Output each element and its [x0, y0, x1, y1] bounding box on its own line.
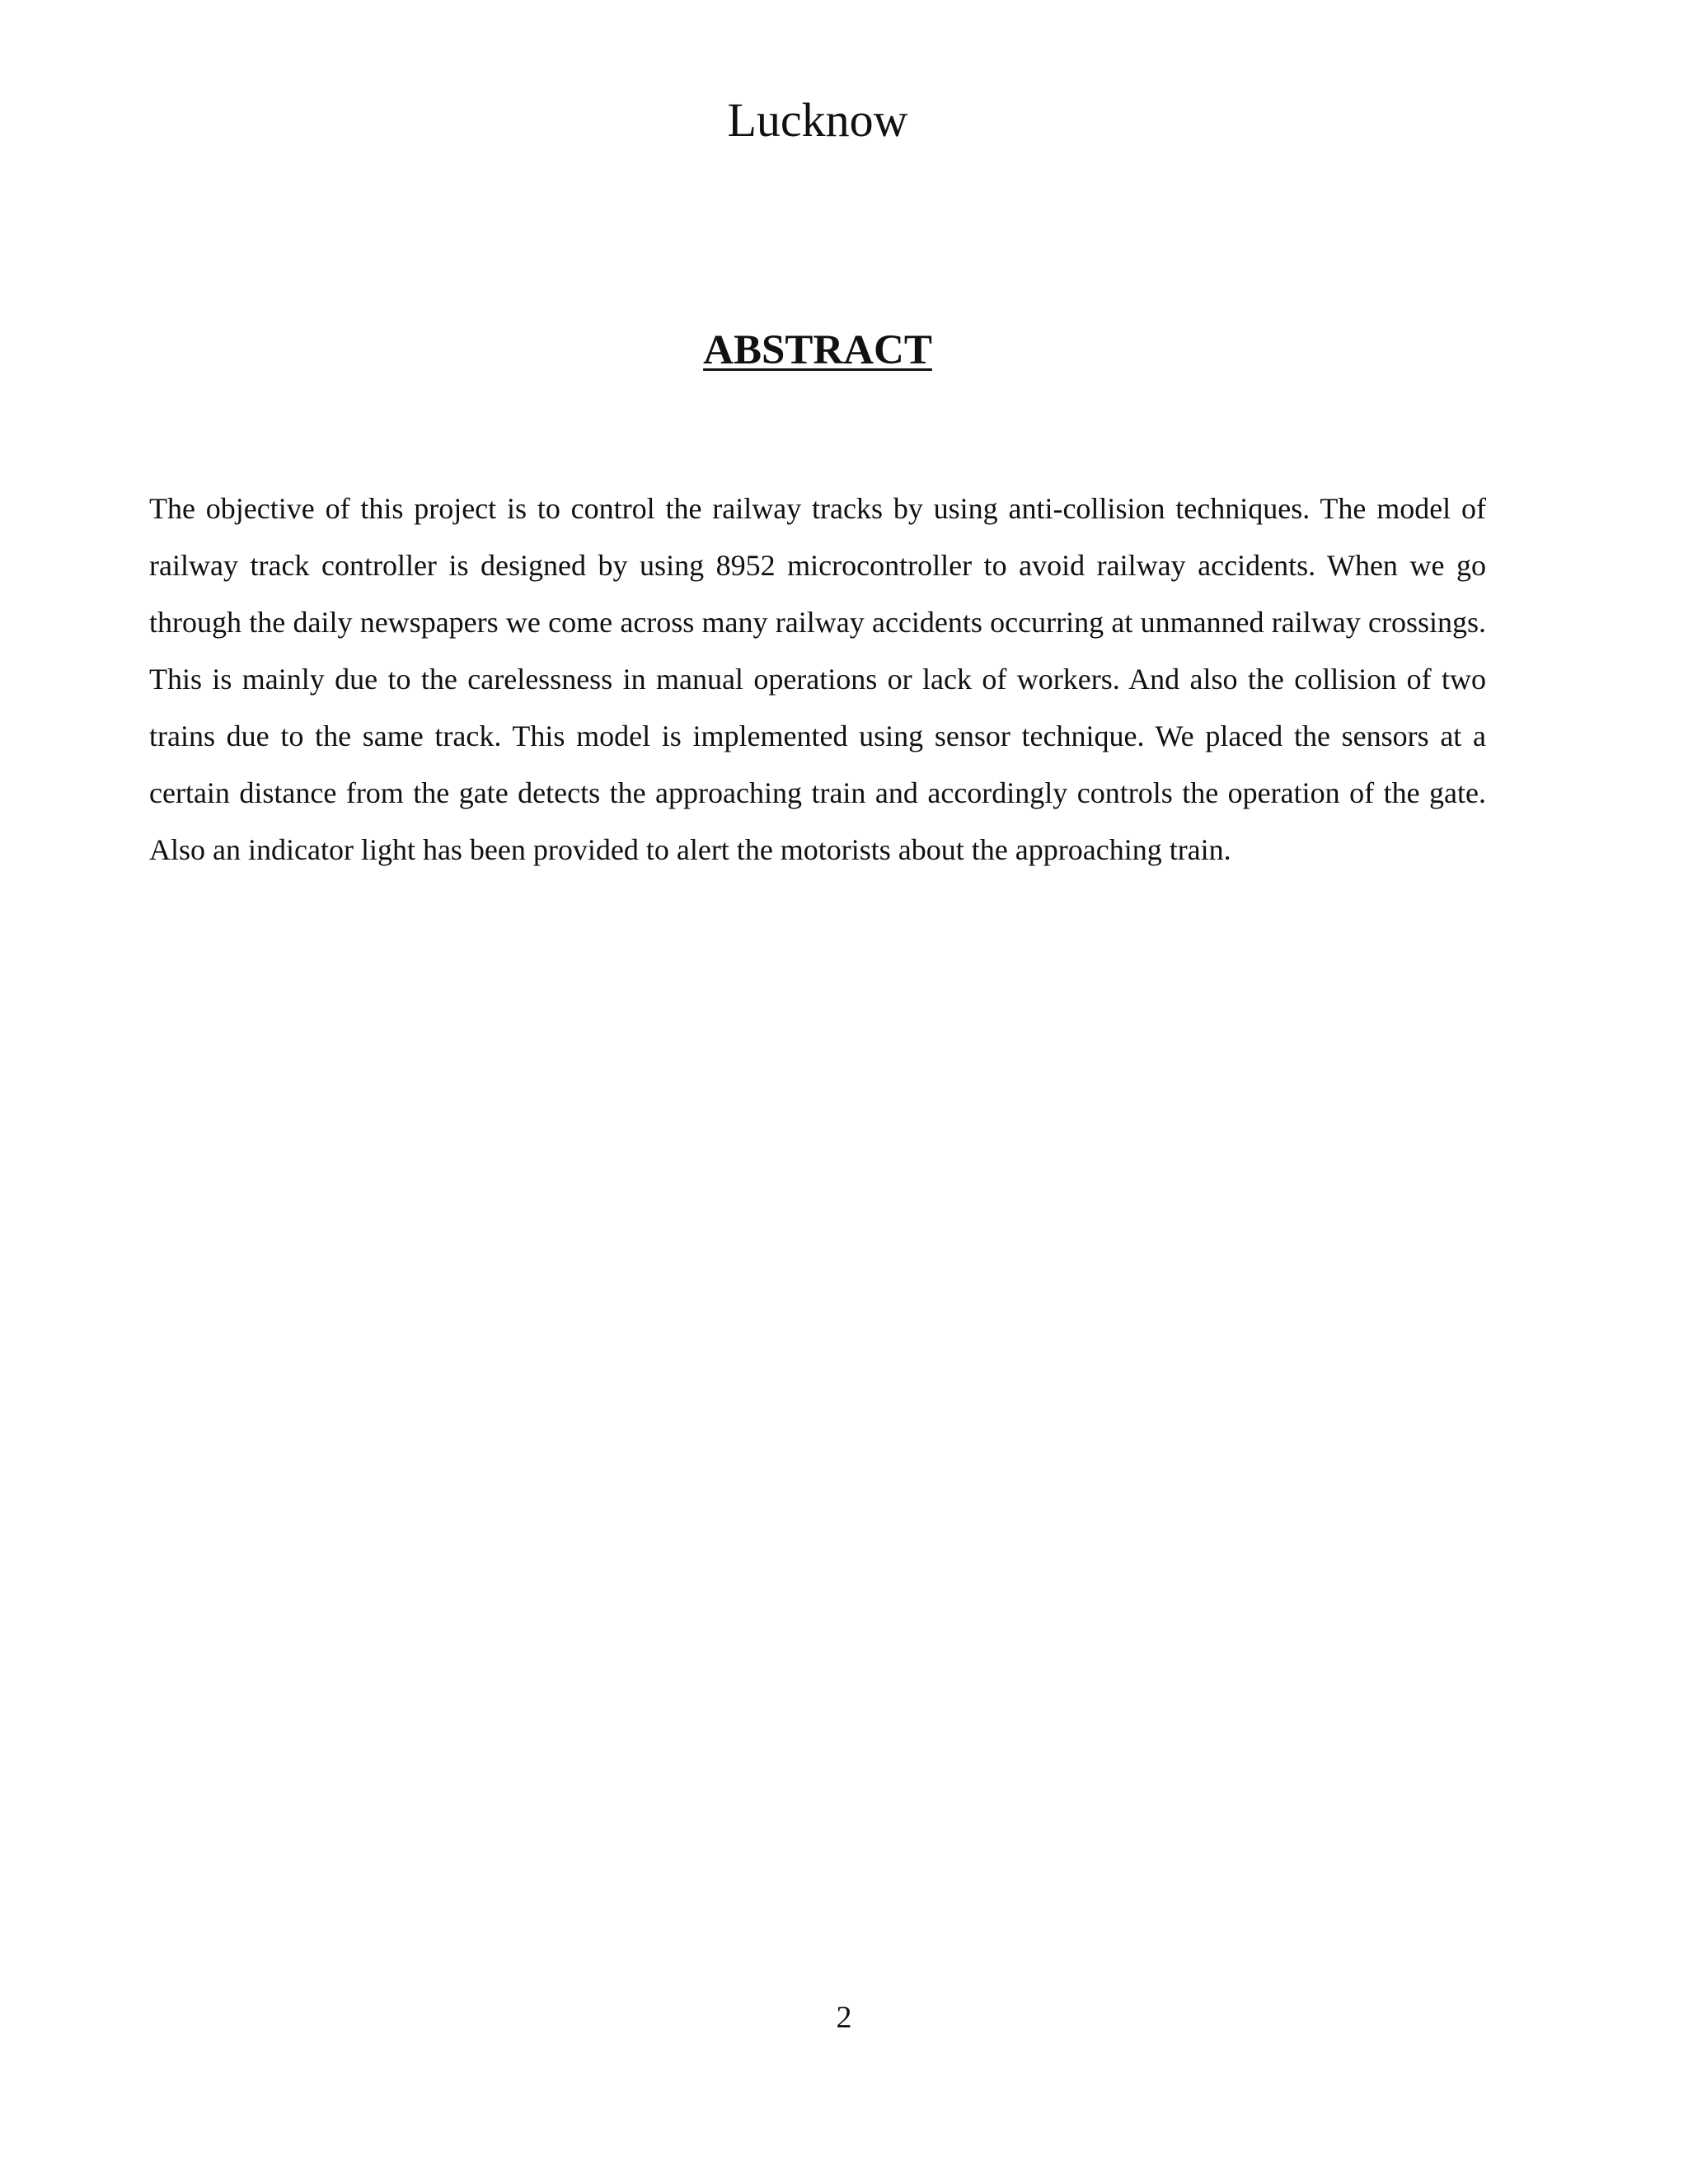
section-title: ABSTRACT: [703, 327, 932, 373]
header-city: Lucknow: [727, 93, 908, 147]
page-number: 2: [836, 2000, 852, 2035]
abstract-paragraph: The objective of this project is to control the railway tracks by using anti-collision techniques. The model of railway track controller is designed by using 8952 microcontroller to avoid railway accidents. When we go through the daily newspapers we come across many railway accidents occurring at unmanned railway crossings. This is mainly due to the carelessness in manual operations or lack of workers. And also the collision of two trains due to the same track. This model is implemented using sensor technique. We placed the sensors at a certain distance from the gate detects the approaching train and accordingly controls the operation of the gate. Also an indicator light has been provided to alert the motorists about the approaching train.: [149, 492, 1486, 866]
